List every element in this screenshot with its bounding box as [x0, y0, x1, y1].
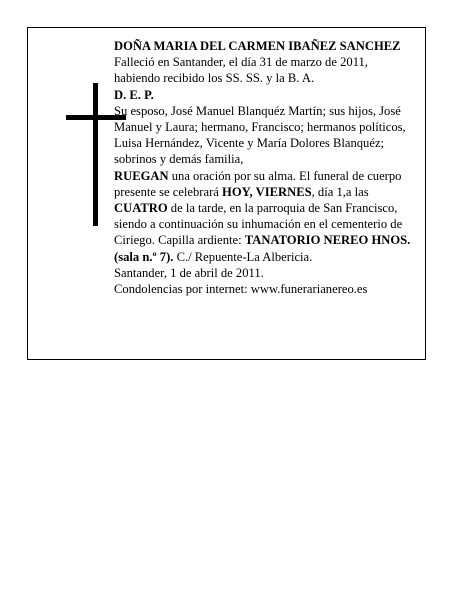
- funeral-address: C./ Repuente-La Albericia.: [173, 249, 313, 264]
- death-statement: Falleció en Santander, el día 31 de marzo de 2011, habiendo recibido los SS. SS. y la B. A.: [114, 55, 368, 86]
- funeral-home: TANATORIO NEREO HNOS. (sala n.º 7).: [114, 233, 411, 264]
- funeral-text-2: , día 1,a las: [311, 184, 369, 199]
- dep-abbreviation: D. E. P.: [114, 87, 154, 102]
- condolences-line: Condolencias por internet: www.funerarianereo.es: [114, 282, 368, 297]
- obituary-text: [114, 38, 414, 297]
- ruegan-label: RUEGAN: [114, 168, 169, 183]
- funeral-day: HOY, VIERNES: [222, 184, 312, 199]
- notice-date: Santander, 1 de abril de 2011.: [114, 265, 264, 280]
- funeral-announcement: [114, 168, 414, 265]
- funeral-text-3: de la tarde, en la parroquia de San Francisco, siendo a continuación su inhumación en el cementerio de Ciriego. Capilla ardiente:: [114, 201, 403, 248]
- cross-vertical-bar: [93, 83, 98, 226]
- deceased-name: DOÑA MARIA DEL CARMEN IBAÑEZ SANCHEZ: [114, 39, 401, 53]
- family-list: Su esposo, José Manuel Blanquéz Martín; sus hijos, José Manuel y Laura; hermano, Francisco; hermanos políticos, Luisa Hernández, Vicente y María Dolores Blanquéz; sobrinos y demás familia,: [114, 103, 406, 167]
- funeral-text-1: una oración por su alma. El funeral de cuerpo presente se celebrará: [114, 168, 402, 199]
- funeral-hour: CUATRO: [114, 201, 168, 216]
